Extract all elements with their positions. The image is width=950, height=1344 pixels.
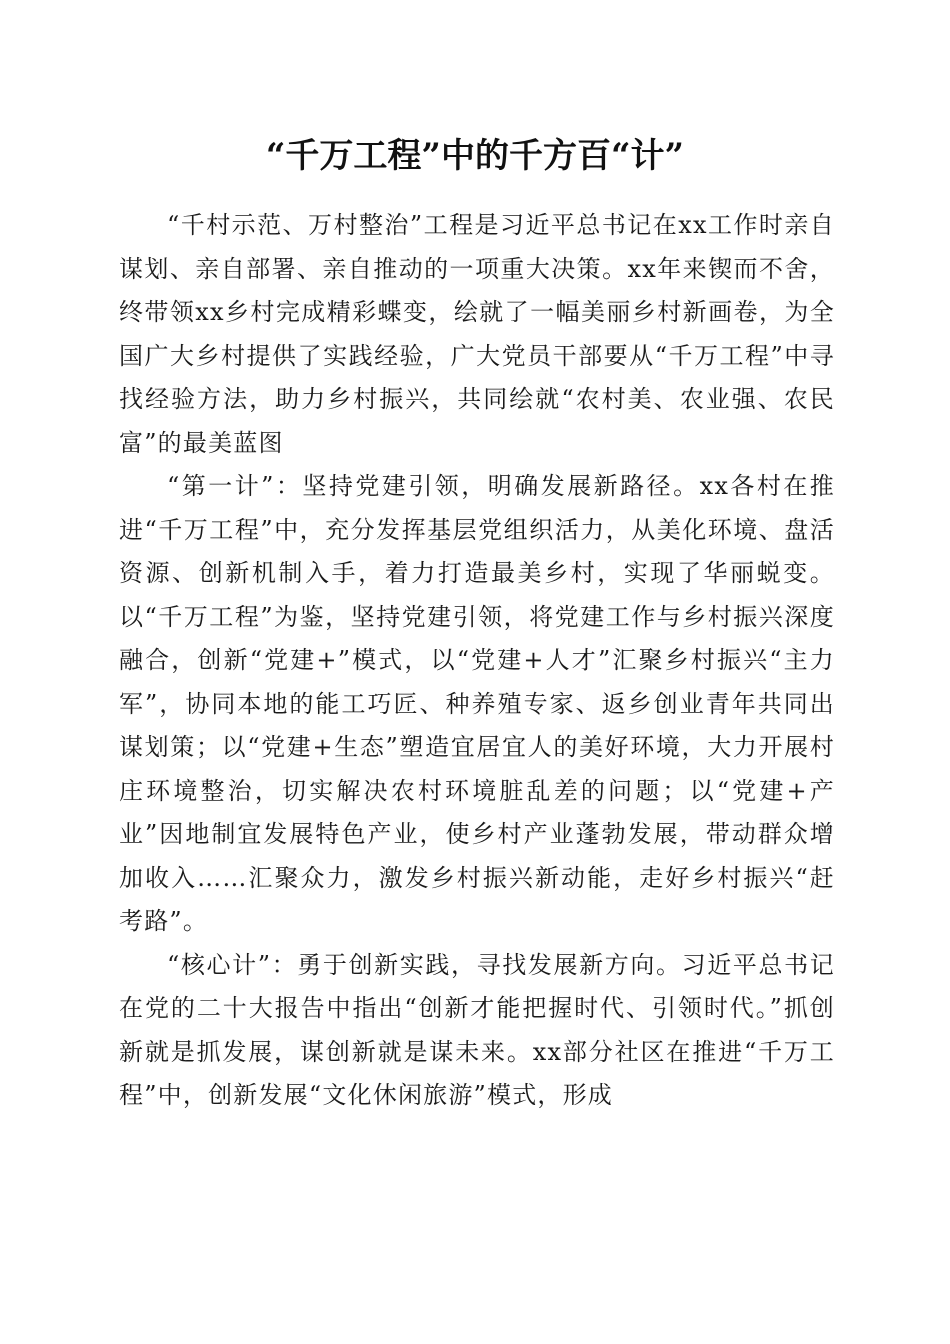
paragraph-first-strategy: “第一计”：坚持党建引领，明确发展新路径。xx各村在推进“千万工程”中，充分发挥基层党组织活力，从美化环境、盘活资源、创新机制入手，着力打造最美乡村，实现了华丽蜕变。以“千万工程”为鉴，坚持党建引领，将党建工作与乡村振兴深度融合，创新“党建+”模式，以“党建+人才”汇聚乡村振兴“主力军”，协同本地的能工巧匠、种养殖专家、返乡创业青年共同出谋划策；以“党建+生态”塑造宜居宜人的美好环境，大力开展村庄环境整治，切实解决农村环境脏乱差的问题；以“党建+产业”因地制宜发展特色产业，使乡村产业蓬勃发展，带动群众增加收入……汇聚众力，激发乡村振兴新动能，走好乡村振兴“赶考路”。 — [119, 472, 835, 935]
paragraph-core-strategy: “核心计”：勇于创新实践，寻找发展新方向。习近平总书记在党的二十大报告中指出“创新才能把握时代、引领时代。”抓创新就是抓发展，谋创新就是谋未来。xx部分社区在推进“千万工程”中，创新发展“文化休闲旅游”模式，形成 — [119, 950, 835, 1109]
document-title: “千万工程”中的千方百“计” — [265, 136, 685, 176]
paragraph-intro: “千村示范、万村整治”工程是习近平总书记在xx工作时亲自谋划、亲自部署、亲自推动的一项重大决策。xx年来锲而不舍，终带领xx乡村完成精彩蝶变，绘就了一幅美丽乡村新画卷，为全国广大乡村提供了实践经验，广大党员干部要从“千万工程”中寻找经验方法，助力乡村振兴，共同绘就“农村美、农业强、农民富”的最美蓝图 — [119, 211, 835, 457]
document-body — [119, 204, 835, 1118]
